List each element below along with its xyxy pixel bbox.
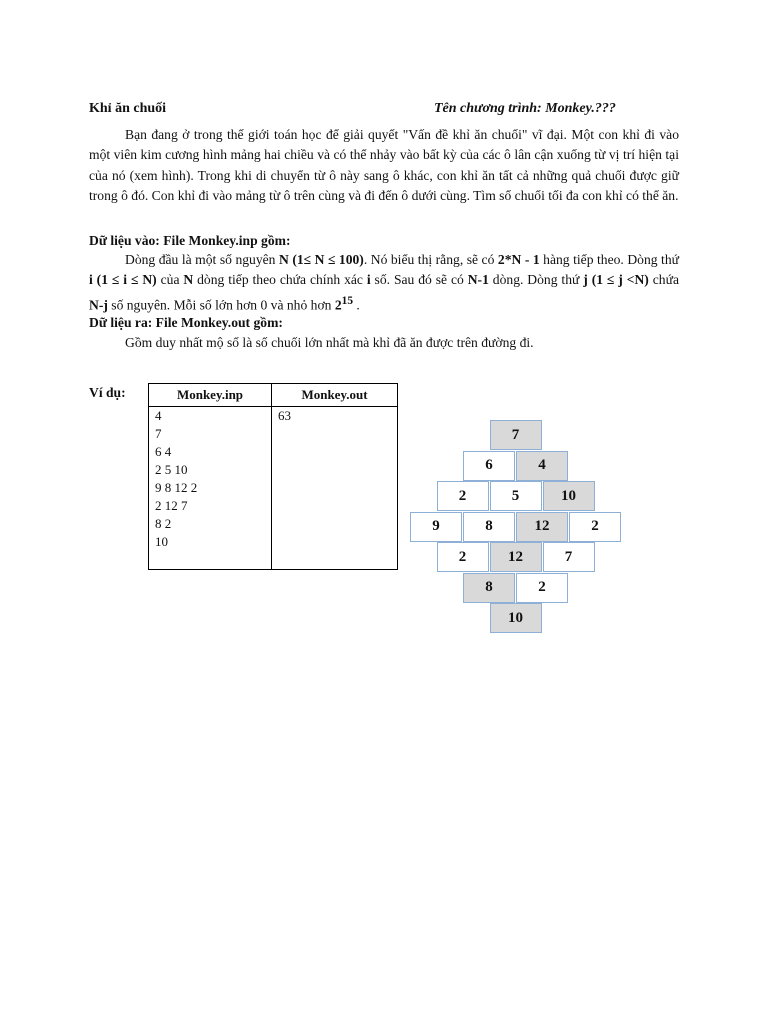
inp-header: Monkey.inp bbox=[149, 384, 272, 407]
diamond-cell: 9 bbox=[410, 512, 462, 542]
out-line: 63 bbox=[278, 408, 291, 423]
diamond-cell: 2 bbox=[516, 573, 568, 603]
input-text-10: . bbox=[352, 297, 360, 313]
input-text-9: số nguyên. Mỗi số lớn hơn 0 và nhỏ hơn bbox=[107, 297, 335, 313]
example-label: Ví dụ: bbox=[89, 385, 126, 400]
intro-paragraph bbox=[89, 125, 679, 206]
inp-line: 8 2 bbox=[155, 516, 172, 531]
input-text-1: Dòng đầu là một số nguyên bbox=[125, 252, 279, 267]
inp-line: 4 bbox=[155, 408, 162, 423]
intro-text: Bạn đang ở trong thế giới toán học để giải quyết "Vấn đề khỉ ăn chuối" vĩ đại. Một con khỉ đi vào một viên kim cương hình mảng hai chiều và có thể nhảy vào bất kỳ của các ô lân cận xuống từ vị trí hiện tại của nó (xem hình). Trong khi di chuyển từ ô này sang ô khác, con khỉ ăn tất cả những quả chuối được giữ trong ô đó. Con khỉ đi vào mảng từ ô trên cùng và đi đến ô dưới cùng. Tìm số chuối tối đa con khỉ có thể ăn. bbox=[89, 127, 679, 203]
problem-title: Khỉ ăn chuối bbox=[89, 101, 167, 116]
input-bold-7: j (1 ≤ j <N) bbox=[583, 272, 649, 288]
diamond-cell: 10 bbox=[543, 481, 595, 511]
diamond-cell: 6 bbox=[463, 451, 515, 481]
input-text-2: . Nó biểu thị rằng, sẽ có bbox=[363, 252, 498, 267]
diamond-cell: 2 bbox=[437, 481, 489, 511]
inp-line: 7 bbox=[155, 426, 162, 441]
diamond-cell: 12 bbox=[516, 512, 568, 542]
input-bold-5: i bbox=[366, 272, 371, 288]
input-paragraph bbox=[89, 250, 679, 315]
input-bold-1: N (1≤ N ≤ 100) bbox=[278, 252, 364, 267]
input-text-6: số. Sau đó sẽ có bbox=[370, 272, 468, 288]
power-base: 2 bbox=[334, 297, 342, 313]
inp-line: 10 bbox=[155, 534, 168, 549]
input-text-3: hàng tiếp theo. Dòng thứ bbox=[539, 252, 679, 267]
diamond-cell: 7 bbox=[543, 542, 595, 572]
out-header: Monkey.out bbox=[272, 384, 398, 407]
diamond-cell: 8 bbox=[463, 573, 515, 603]
input-text-4: của bbox=[156, 272, 184, 288]
diamond-cell: 7 bbox=[490, 420, 542, 450]
input-bold-4: N bbox=[183, 272, 194, 288]
diamond-cell: 2 bbox=[437, 542, 489, 572]
output-text: Gồm duy nhất mộ số là số chuối lớn nhất mà khỉ đã ăn được trên đường đi. bbox=[125, 335, 534, 350]
inp-line: 2 12 7 bbox=[155, 498, 188, 513]
inp-line: 2 5 10 bbox=[155, 462, 188, 477]
out-content bbox=[272, 407, 398, 570]
diamond-cell: 4 bbox=[516, 451, 568, 481]
input-bold-6: N-1 bbox=[467, 272, 489, 288]
diamond-cell: 12 bbox=[490, 542, 542, 572]
diamond-cell: 2 bbox=[569, 512, 621, 542]
inp-line: 9 8 12 2 bbox=[155, 480, 198, 495]
inp-line: 6 4 bbox=[155, 444, 172, 459]
input-heading: Dữ liệu vào: File Monkey.inp gồm: bbox=[89, 233, 291, 248]
program-name: Tên chương trình: Monkey.??? bbox=[434, 101, 616, 116]
input-bold-2: 2*N - 1 bbox=[497, 252, 540, 267]
inp-content bbox=[149, 407, 272, 570]
input-text-5: dòng tiếp theo chứa chính xác bbox=[193, 272, 367, 288]
diamond-cell: 10 bbox=[490, 603, 542, 633]
output-heading: Dữ liệu ra: File Monkey.out gồm: bbox=[89, 315, 283, 330]
input-text-7: dòng. Dòng thứ bbox=[488, 272, 584, 288]
output-paragraph bbox=[89, 333, 679, 353]
input-text-8: chứa bbox=[648, 272, 679, 288]
example-table bbox=[148, 383, 398, 570]
power-exponent: 15 bbox=[341, 294, 353, 307]
input-bold-3: i (1 ≤ i ≤ N) bbox=[89, 272, 157, 288]
diamond-cell: 8 bbox=[463, 512, 515, 542]
input-bold-8: N-j bbox=[89, 297, 108, 313]
diamond-cell: 5 bbox=[490, 481, 542, 511]
